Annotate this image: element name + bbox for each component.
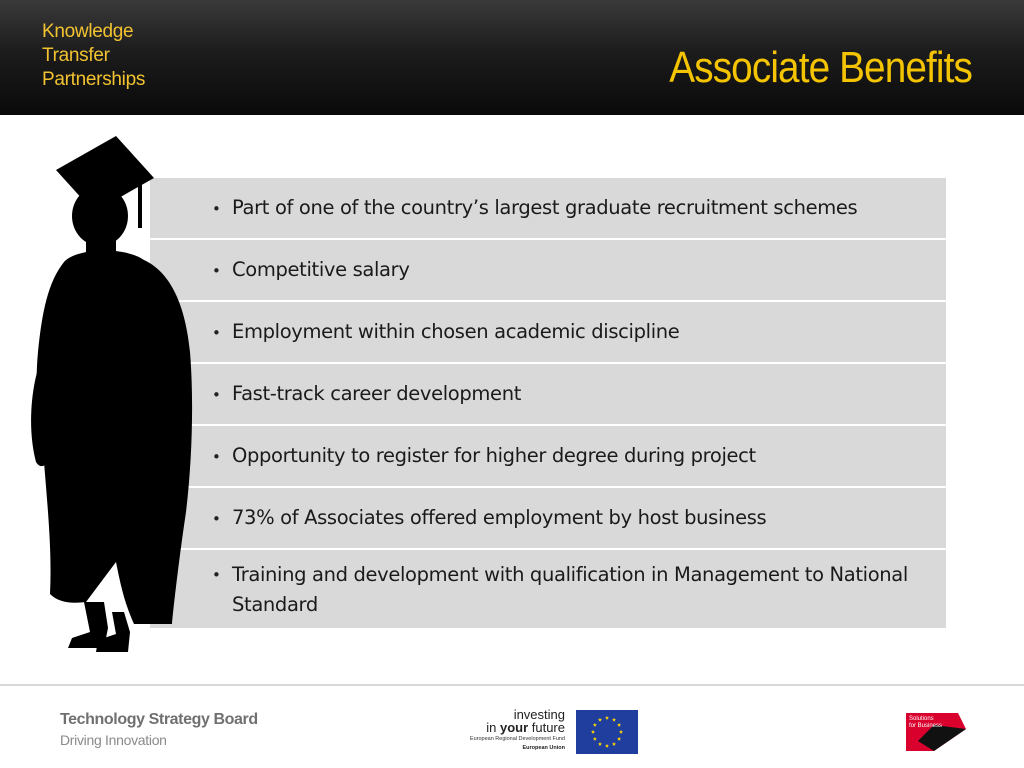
sfb-logo-line: for Business <box>909 723 943 729</box>
benefit-item <box>150 550 946 628</box>
slide-title: Associate Benefits <box>669 43 972 92</box>
benefit-item <box>150 240 946 300</box>
benefit-item <box>150 426 946 486</box>
benefit-text: Part of one of the country’s largest graduate recruitment schemes <box>232 196 858 219</box>
header-bar <box>0 0 1024 115</box>
erdf-future-post: future <box>528 720 565 735</box>
solutions-for-business-logo <box>904 711 968 755</box>
eu-label: European Union <box>522 745 565 751</box>
tsb-logo-tagline: Driving Innovation <box>60 732 167 748</box>
benefit-item <box>150 488 946 548</box>
benefit-item <box>150 364 946 424</box>
ktp-logo-line: Transfer <box>42 45 110 66</box>
erdf-investing-text: investing <box>513 707 565 722</box>
bullet-icon: • <box>212 448 221 466</box>
bullet-icon: • <box>212 566 221 584</box>
bullet-icon: • <box>212 200 221 218</box>
benefit-text: Training and development with qualification in Management to National Standard <box>232 563 908 616</box>
erdf-future-text <box>455 721 565 735</box>
erdf-logo <box>455 708 565 752</box>
erdf-future-bold: your <box>499 720 529 735</box>
ktp-logo-line: Partnerships <box>42 69 146 90</box>
tsb-logo-name: Technology Strategy Board <box>60 711 258 728</box>
benefit-item <box>150 302 946 362</box>
bullet-icon: • <box>212 324 221 342</box>
graduate-silhouette-icon <box>24 132 204 672</box>
benefit-text: Opportunity to register for higher degree during project <box>232 444 756 467</box>
benefit-item <box>150 178 946 238</box>
benefit-text: Employment within chosen academic discipline <box>232 320 680 343</box>
ktp-logo-line: Knowledge <box>42 21 134 42</box>
ktp-logo <box>42 20 145 92</box>
benefit-text: 73% of Associates offered employment by host business <box>232 506 767 529</box>
sfb-logo-line: Solutions <box>909 716 934 722</box>
bullet-icon: • <box>212 386 221 404</box>
footer-divider <box>0 684 1024 686</box>
erdf-fund-text: European Regional Development Fund <box>469 736 565 742</box>
benefits-list <box>150 178 946 630</box>
erdf-future-pre: in <box>486 720 500 735</box>
benefit-text: Competitive salary <box>232 258 410 281</box>
bullet-icon: • <box>212 262 221 280</box>
benefit-text: Fast-track career development <box>232 382 521 405</box>
bullet-icon: • <box>212 510 221 528</box>
eu-flag-icon <box>576 710 638 754</box>
